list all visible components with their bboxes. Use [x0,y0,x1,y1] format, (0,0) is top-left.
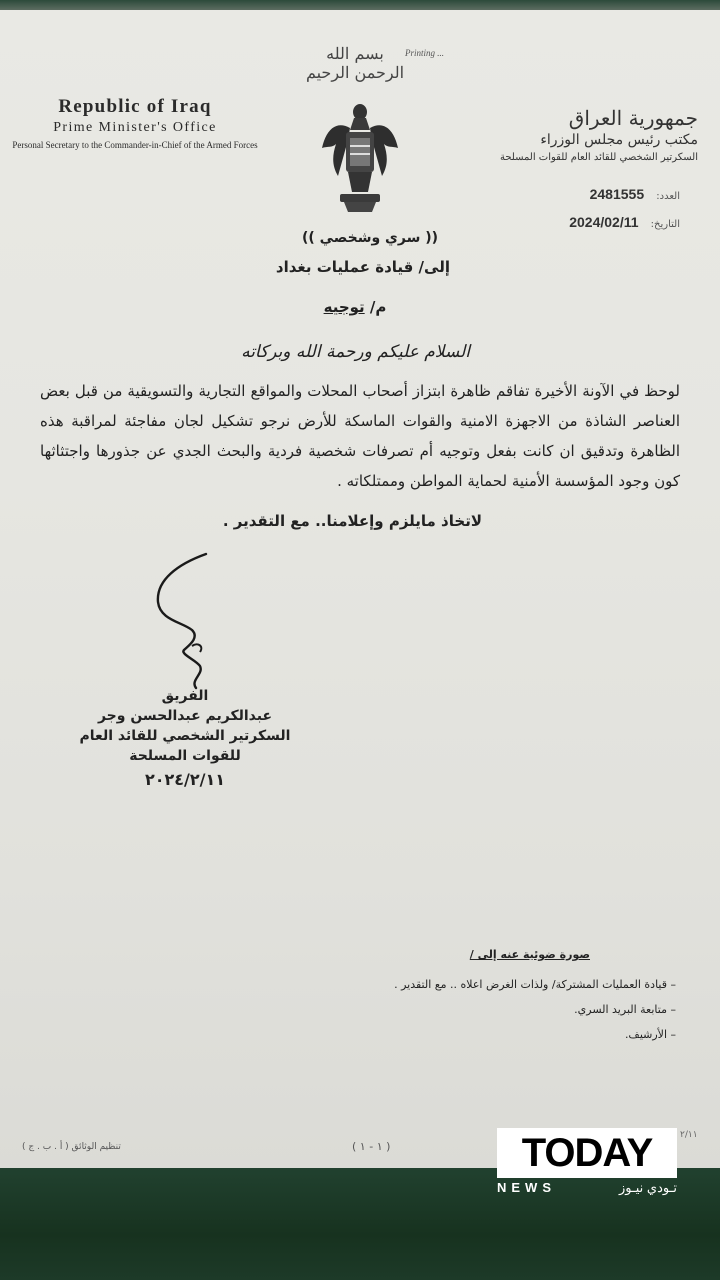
signature-block [70,686,300,790]
signatory-rank: الفريق [161,688,209,704]
ar-country-title: جمهورية العراق [568,106,698,130]
signatory-title-1: السكرتير الشخصي للقائد العام [79,728,291,744]
en-office-name: Prime Minister's Office [53,120,217,135]
en-office-subtitle: Personal Secretary to the Commander-in-Chief of the Armed Forces [12,140,258,150]
date-label: التاريخ: [650,219,680,230]
copies-title: صورة ضوئية عنه إلى / [469,948,590,961]
classification: (( سري وشخصي )) [301,230,439,246]
subject-line [300,298,410,316]
copies-list [256,972,676,1047]
subject-text: توجيه [323,298,365,316]
footer-filing-code: تنظيم الوثائق ( أ . ب . ج ) [22,1142,121,1152]
number-label: العدد: [656,191,680,202]
watermark-arabic: تـودي نيـوز [618,1180,677,1195]
closing-line: لاتخاذ مايلزم وإعلامنا.. مع التقدير . [222,512,482,530]
basmala-note: Printing ... [405,48,445,58]
watermark-brand: TODAY [521,1130,653,1175]
reference-date [480,214,680,231]
ar-office-subtitle: السكرتير الشخصي للقائد العام للقوات المسلحة [499,152,698,163]
signatory-title-2: للقوات المسلحة [129,748,241,764]
signatory-name: عبدالكريم عبدالحسن وجر [97,708,273,724]
document-page [0,10,720,1170]
footer-date-fragment: ٢/١١ [680,1130,698,1140]
english-letterhead [0,96,270,150]
today-news-watermark [497,1126,679,1196]
greeting: السلام عليكم ورحمة الله وبركاته [241,342,470,362]
arabic-letterhead [448,106,698,163]
recipient: إلى/ قيادة عمليات بغداد [275,258,450,276]
date-value: 2024/02/11 [569,214,639,230]
reference-number [480,186,680,203]
copy-item: – قيادة العمليات المشتركة/ ولذات الغرض اعلاه .. مع التقدير . [256,972,676,997]
body-paragraph: لوحظ في الآونة الأخيرة تفاقم ظاهرة ابتزاز أصحاب المحلات والمواقع التجارية والتسويقية من قبل بعض العناصر الشاذة من الاجهزة الامنية والقوات الماسكة للأرض نرجو تشكيل لجان مفاجئة لمراقبة هذه الظاهرة وتدقيق ان كانت بفعل وتوجيه أم تصرفات شخصية فردية والبحث الجدي عن جذورها واجتثاثها كون وجود المؤسسة الأمنية لحماية المواطن وممتلكاته . [40,382,680,490]
basmala: بسم الله الرحمن الرحيم [305,44,405,82]
ar-office-name: مكتب رئيس مجلس الوزراء [540,132,698,148]
iraq-eagle-emblem-icon [318,100,402,218]
en-country-title: Republic of Iraq [58,96,212,117]
watermark-subline [497,1180,677,1196]
signature-date: ٢٠٢٤/٢/١١ [144,770,226,789]
copy-item: – متابعة البريد السري. [256,997,676,1022]
watermark-news: NEWS [497,1180,556,1195]
number-value: 2481555 [589,186,645,202]
subject-prefix: م/ [369,298,387,316]
footer-page-number: ( ١ - ١ ) [352,1140,391,1153]
copy-item: – الأرشيف. [256,1022,676,1047]
watermark-logo-box [497,1128,677,1178]
